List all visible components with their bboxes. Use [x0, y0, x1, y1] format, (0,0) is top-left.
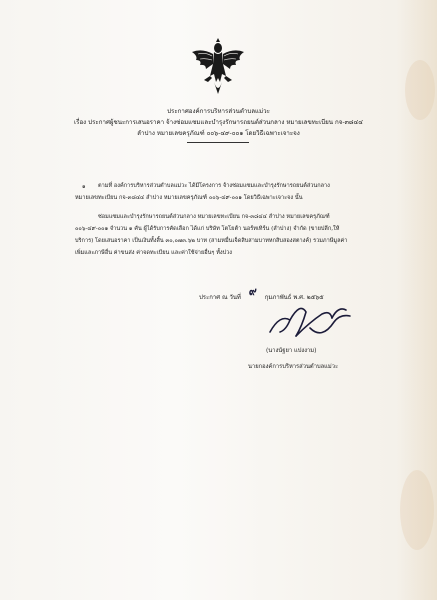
document-title: ประกาศองค์การบริหารส่วนตำบลแม่วะ — [167, 108, 270, 115]
body-line: ๐๐๖-๔๙-๐๐๑ จำนวน ๑ คัน ผู้ได้รับการคัดเลือก ได้แก่ บริษัท โตโยต้า นอร์ทเทิร์น (ลำปาง) จำกัด (ขายปลีก,ให้ — [75, 226, 340, 232]
body-line: ตามที่ องค์การบริหารส่วนตำบลแม่วะ ได้มีโครงการ จ้างซ่อมแซมและบำรุงรักษารถยนต์ส่วนกลาง — [98, 183, 330, 189]
signatory-name: (นางนัฐยา แปงงาม) — [266, 348, 317, 354]
date-month-year: กุมภาพันธ์ พ.ศ. ๒๕๖๕ — [264, 294, 324, 301]
document-subject-cont: ลำปาง หมายเลขครุภัณฑ์ ๐๐๖-๔๙-๐๐๑ โดยวิธีเฉพาะเจาะจง — [137, 130, 300, 137]
header-divider — [187, 142, 249, 143]
body-line: ซ่อมแซมและบำรุงรักษารถยนต์ส่วนกลาง หมายเลขทะเบียน กจ-๓๘๔๔ ลำปาง หมายเลขครุภัณฑ์ — [98, 214, 330, 220]
document-subject: เรื่อง ประกาศผู้ชนะการเสนอราคา จ้างซ่อมแซมและบำรุงรักษารถยนต์ส่วนกลาง หมายเลขทะเบียน กจ-๓๘๔๔ — [74, 119, 363, 126]
signatory-position: นายกองค์การบริหารส่วนตำบลแม่วะ — [248, 364, 339, 370]
handwritten-signature-icon — [250, 292, 380, 352]
handwritten-day: ๙ — [248, 285, 257, 298]
garuda-emblem-icon — [190, 38, 246, 96]
body-line: เพิ่มและภาษีอื่น ค่าขนส่ง ค่าจดทะเบียน และค่าใช้จ่ายอื่นๆ ทั้งปวง — [75, 250, 233, 256]
paragraph-marker: ๑ — [82, 184, 86, 190]
body-line: บริการ) โดยเสนอราคา เป็นเงินทั้งสิ้น ๓๐,๐๗๓.๖๒ บาท (สามหมื่นเจ็ดสิบสามบาทหกสิบสองสตางค์) รวมภาษีมูลค่า — [75, 238, 348, 244]
paper-stain — [400, 470, 434, 550]
body-line: หมายเลขทะเบียน กจ-๓๘๔๔ ลำปาง หมายเลขครุภัณฑ์ ๐๐๖-๔๙-๐๐๑ โดยวิธีเฉพาะเจาะจง นั้น — [75, 195, 303, 201]
paper-stain — [405, 60, 435, 120]
date-prefix: ประกาศ ณ วันที่ — [199, 294, 241, 301]
